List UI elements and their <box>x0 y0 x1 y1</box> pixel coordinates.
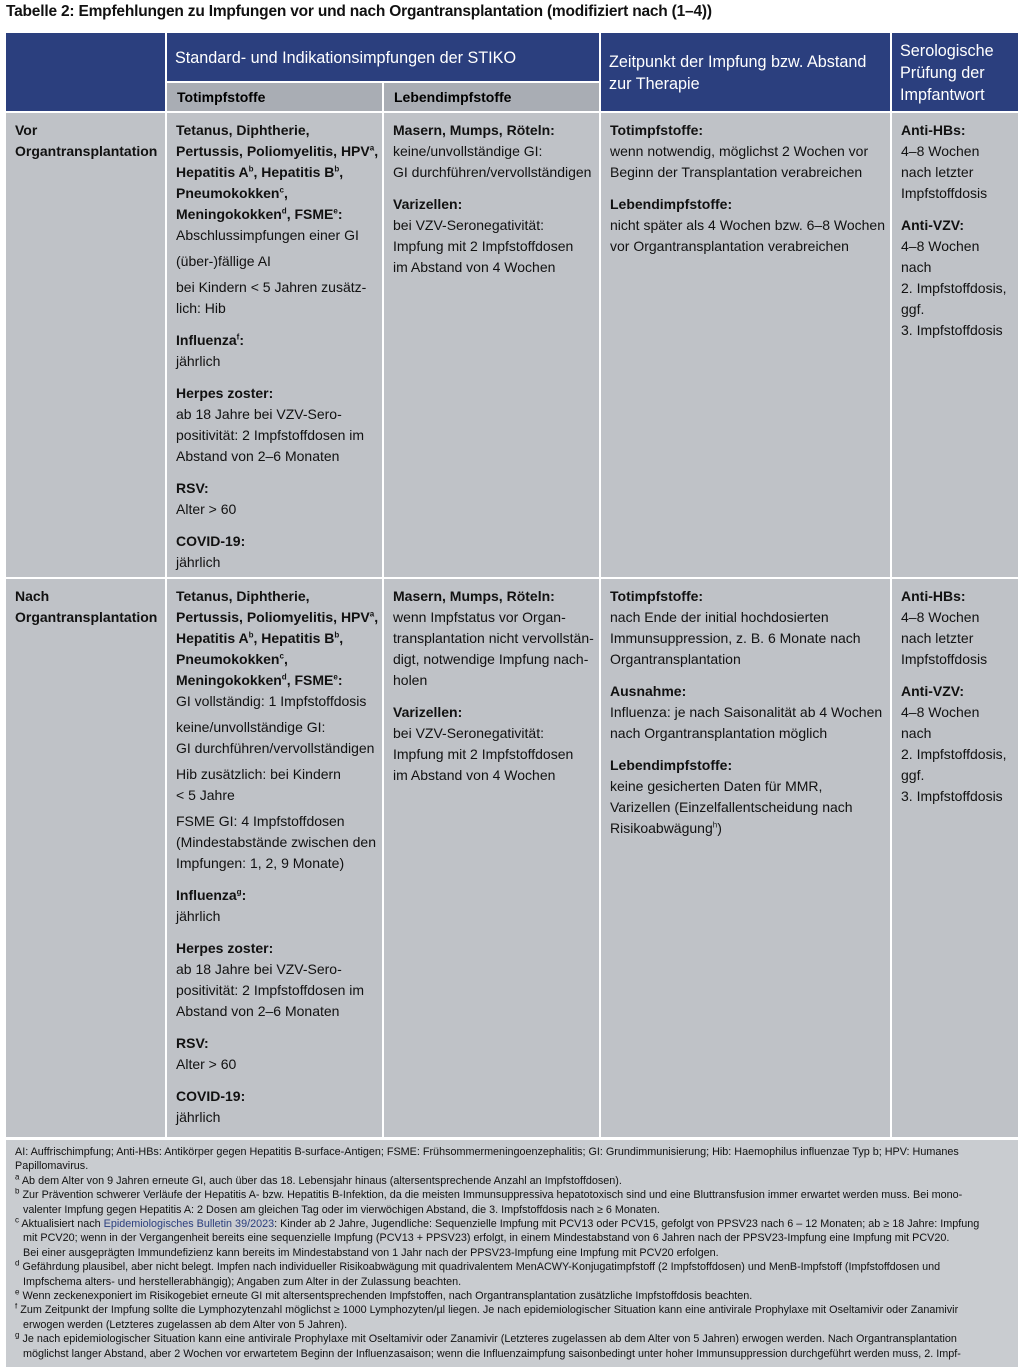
nach-serologie-cell: Anti-HBs: 4–8 Wochen nach letzter Impfstoffdosis Anti-VZV: 4–8 Wochen nach 2. Impfstoffdosis, ggf. 3. Impfstoffdosis <box>892 579 1018 1137</box>
footnote-d: $^d$ Gefährdung plausibel, aber nicht belegt. Impfen nach individueller Risikoabwägung mit quadrivalentem MenACWY-Konjugatimpfstoff (2 Impfstoffdosen) und MenB-Impfstoff (Impfstoffdosen und <box>15 1260 941 1274</box>
header-serologie: Serologische Prüfung der Impfantwort <box>892 33 1018 111</box>
footnote-a: $^a$ Ab dem Alter von 9 Jahren erneute GI, auch über das 18. Lebensjahr hinaus (altersentsprechende Anzahl an Impfstoffdosen). <box>15 1173 622 1187</box>
table-title: Tabelle 2: Empfehlungen zu Impfungen vor und nach Organtransplantation (modifiziert nach (1–4)) <box>6 3 712 20</box>
footnote-f: $^f$ Zum Zeitpunkt der Impfung sollte die Lymphozytenzahl möglichst ≥ 1000 Lymphozyten/µl liegen. Je nach epidemiologischer Situation kann eine antivirale Prophylaxe mit Oseltamivir oder Zanamivir <box>15 1303 959 1317</box>
header-stiko: Standard- und Indikationsimpfungen der STIKO <box>167 33 599 81</box>
header-empty-corner <box>6 33 165 111</box>
vor-totimpfstoffe-cell: Tetanus, Diphtherie, Pertussis, Poliomyelitis, HPV$^a$, Hepatitis $A^b$, Hepatitis $B^b$, Pneumokokken$^c$, Meningokokken$^d$, FSME$^e$: Abschlussimpfungen einer GI (über-)fällige AI bei Kindern < 5 Jahren zusätz- lich: Hib Influenza$^f$: jährlich Herpes zoster: ab 18 Jahre bei VZV-Sero- positivität: 2 Impfstoffdosen im Abstand von 2–6 Monaten RSV: Alter > 60 COVID-19: jährlich <box>167 113 382 577</box>
footnote-e: $^e$ Wenn zeckenexponiert im Risikogebiet erneute GI mit altersentsprechenden Impfstoffen, nach Organtransplantation zusätzliche Impfstoffdosis beachten. <box>15 1289 753 1303</box>
footnote-g: $^g$ Je nach epidemiologischer Situation kann eine antivirale Prophylaxe mit Oseltamivir oder Zanamivir (Letzteres zugelassen ab dem Alter von 5 Jahren) erwogen werden. Nach Organtransplantation <box>15 1332 957 1346</box>
vor-lebendimpfstoffe-cell: Masern, Mumps, Röteln: keine/unvollständige GI: GI durchführen/vervollständigen Varizellen: bei VZV-Seronegativität: Impfung mit 2 Impfstoffdosen im Abstand von 4 Wochen <box>384 113 599 577</box>
footnote-b: $^b$ Zur Prävention schwerer Verläufe der Hepatitis A- bzw. Hepatitis B-Infektion, da die meisten Immunsuppressiva hepatotoxisch sind und eine Bluttransfusion immer erwartet werden muss. Bei mono- <box>15 1188 963 1202</box>
nach-totimpfstoffe-cell: Tetanus, Diphtherie, Pertussis, Poliomyelitis, HPV$^a$, Hepatitis $A^b$, Hepatitis $B^b$, Pneumokokken$^c$, Meningokokken$^d$, FSME$^e$: GI vollständig: 1 Impfstoffdosis keine/unvollständige GI: GI durchführen/vervollständigen Hib zusätzlich: bei Kindern < 5 Jahre FSME GI: 4 Impfstoffdosen (Mindestabstände zwischen den Impfungen: 1, 2, 9 Monate) Influenza$^g$: jährlich Herpes zoster: ab 18 Jahre bei VZV-Sero- positivität: 2 Impfstoffdosen im Abstand von 2–6 Monaten RSV: Alter > 60 COVID-19: jährlich <box>167 579 382 1137</box>
vor-serologie-cell: Anti-HBs: 4–8 Wochen nach letzter Impfstoffdosis Anti-VZV: 4–8 Wochen nach 2. Impfstoffdosis, ggf. 3. Impfstoffdosis <box>892 113 1018 577</box>
footnotes: AI: Auffrischimpfung; Anti-HBs: Antikörper gegen Hepatitis B-surface-Antigen; FSME: Frühsommermeningoenzephalitis; GI: Grundimmunisierung; Hib: Haemophilus influenzae Typ b; HPV: Humanes Papillomavirus. $^a$ Ab dem Alter von 9 Jahren erneute GI, auch über das 18. Lebensjahr hinaus (altersentsprechende Anzahl an Impfstoffdosen). $^b$ Zur Prävention schwerer Verläufe der Hepatitis A- bzw. Hepatitis B-Infektion, da die meisten Immunsuppressiva hepatotoxisch sind und eine Bluttransfusion immer erwartet werden muss. Bei mono- valenter Impfung gegen Hepatitis A: 2 Dosen am gleichen Tag oder im vierwöchigen Abstand, die 3. Impfstoffdosis nach ≥ 6 Monaten. $^c$ Aktualisiert nach Epidemiologisches Bulletin 39/2023: Kinder ab 2 Jahre, Jugendliche: Sequenzielle Impfung mit PCV13 oder PCV15, gefolgt von PPSV23 nach 6 – 12 Monaten; ab ≥ 18 Jahre: Impfung mit PCV20; wenn in der Vergangenheit bereits eine sequenzielle Impfung (PCV13 + PPSV23) erfolgt, in einem Mindestabstand von 6 Jahren nach der PPSV23-Impfung eine Impfung mit PCV20. Bei einer ausgeprägten Immundefizienz kann bereits im Mindestabstand von 1 Jahr nach der PPSV23-Impfung eine Impfung mit PCV20 erfolgen. $^d$ Gefährdung plausibel, aber nicht belegt. Impfen nach individueller Risikoabwägung mit quadrivalentem MenACWY-Konjugatimpfstoff (2 Impfstoffdosen) und MenB-Impfstoff (Impfstoffdosen und Impfschema alters- und herstellerabhängig); Angaben zum Alter in der Zulassung beachten. $^e$ Wenn zeckenexponiert im Risikogebiet erneute GI mit altersentsprechenden Impfstoffen, nach Organtransplantation zusätzliche Impfstoffdosis beachten. $^f$ Zum Zeitpunkt der Impfung sollte die Lymphozytenzahl möglichst ≥ 1000 Lymphozyten/µl liegen. Je nach epidemiologischer Situation kann eine antivirale Prophylaxe mit Oseltamivir oder Zanamivir erwogen werden (Letzteres zugelassen ab dem Alter von 5 Jahren). $^g$ Je nach epidemiologischer Situation kann eine antivirale Prophylaxe mit Oseltamivir oder Zanamivir (Letzteres zugelassen ab dem Alter von 5 Jahren) erwogen werden. Nach Organtransplantation möglichst langer Abstand, aber 2 Wochen vor erwartetem Beginn der Influenzasaison; wenn die Influenzaimpfung saisonbedingt unter hoher Immunsuppression durchgeführt werden muss, 2. Impf- <box>6 1140 1018 1367</box>
vaccination-table <box>6 33 1018 1137</box>
nach-lebendimpfstoffe-cell: Masern, Mumps, Röteln: wenn Impfstatus vor Organ- transplantation nicht vervollstän- digt, notwendige Impfung nach- holen Varizellen: bei VZV-Seronegativität: Impfung mit 2 Impfstoffdosen im Abstand von 4 Wochen <box>384 579 599 1137</box>
row-label-nach: Nach Organtransplantation <box>6 579 165 1137</box>
footnote-abbreviations: AI: Auffrischimpfung; Anti-HBs: Antikörper gegen Hepatitis B-surface-Antigen; FSME: Frühsommermeningoenzephalitis; GI: Grundimmunisierung; Hib: Haemophilus influenzae Typ b; HPV: Humanes <box>15 1146 959 1158</box>
header-zeitpunkt: Zeitpunkt der Impfung bzw. Abstand zur Therapie <box>601 33 890 111</box>
subheader-totimpfstoffe: Totimpfstoffe <box>167 83 382 111</box>
footnote-c: $^c$ Aktualisiert nach Epidemiologisches Bulletin 39/2023: Kinder ab 2 Jahre, Jugendliche: Sequenzielle Impfung mit PCV13 oder PCV15, gefolgt von PPSV23 nach 6 – 12 Monaten; ab ≥ 18 Jahre: Impfung <box>15 1217 980 1231</box>
bulletin-link[interactable]: Epidemiologisches Bulletin 39/2023 <box>103 1218 275 1231</box>
nach-zeitpunkt-cell: Totimpfstoffe: nach Ende der initial hochdosierten Immunsuppression, z. B. 6 Monate nach Organtransplantation Ausnahme: Influenza: je nach Saisonalität ab 4 Wochen nach Organtransplantation möglich Lebendimpfstoffe: keine gesicherten Daten für MMR, Varizellen (Einzelfallentscheidung nach Risikoabwägung$^h$) <box>601 579 890 1137</box>
vor-zeitpunkt-cell: Totimpfstoffe: wenn notwendig, möglichst 2 Wochen vor Beginn der Transplantation verabreichen Lebendimpfstoffe: nicht später als 4 Wochen bzw. 6–8 Wochen vor Organtransplantation verabreichen <box>601 113 890 577</box>
subheader-lebendimpfstoffe: Lebendimpfstoffe <box>384 83 599 111</box>
row-label-vor: Vor Organtransplantation <box>6 113 165 577</box>
